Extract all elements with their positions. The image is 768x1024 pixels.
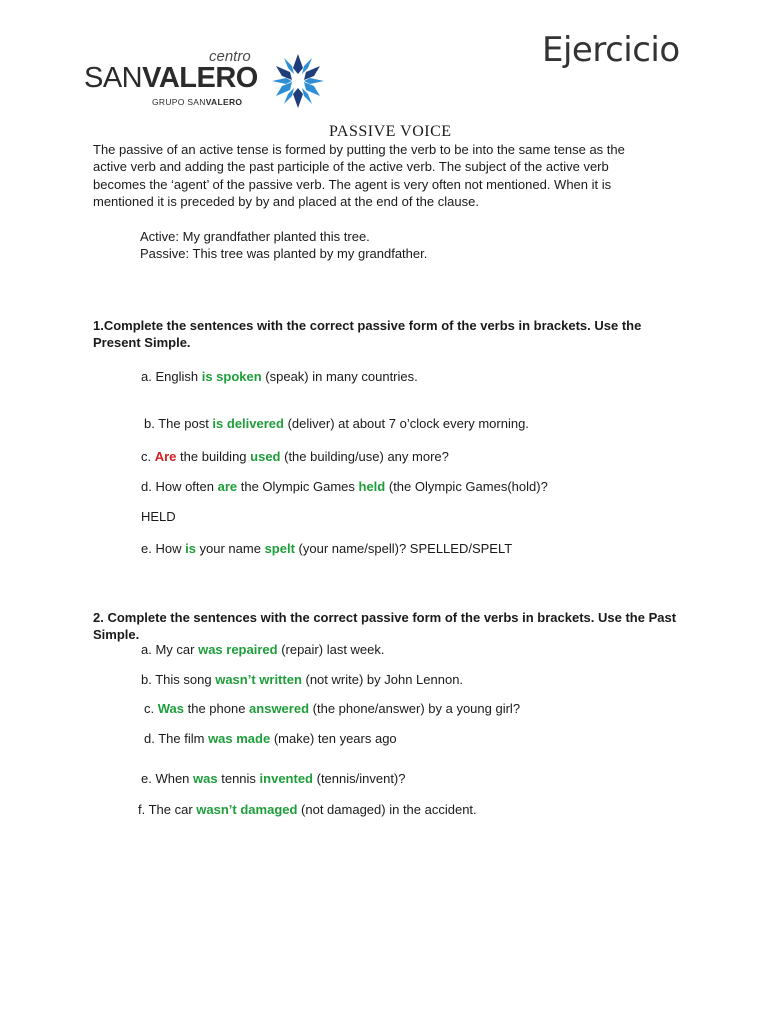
item-text: e. How (141, 541, 186, 556)
answer: held (358, 479, 386, 494)
answer: wasn’t damaged (196, 802, 298, 817)
item-text: b. This song (141, 672, 216, 687)
exercise2-item-e (141, 771, 406, 786)
item-text: e. When (141, 771, 194, 786)
intro-line-1: The passive of an active tense is formed by putting the verb to be into the same tense as the (93, 142, 625, 157)
logo-name-part2: VALERO (142, 62, 258, 94)
header-ejercicio: Ejercicio (542, 30, 680, 70)
logo-name (84, 64, 258, 93)
item-text: (speak) in many countries. (261, 369, 418, 384)
item-text: c. (141, 449, 155, 464)
item-text: the Olympic Games (237, 479, 359, 494)
answer: answered (249, 701, 310, 716)
item-text: a. English (141, 369, 202, 384)
answer: wasn’t written (215, 672, 302, 687)
logo-sub-part1: GRUPO SAN (152, 97, 206, 107)
item-text: (not damaged) in the accident. (297, 802, 477, 817)
exercise2-item-a (141, 642, 385, 657)
logo-sub-part2: VALERO (205, 97, 243, 107)
item-text: (the phone/answer) by a young girl? (309, 701, 521, 716)
item-text: f. The car (138, 802, 197, 817)
logo-small-text: centro (209, 48, 251, 65)
item-text: the phone (183, 701, 250, 716)
exercise1-item-b (144, 416, 529, 431)
intro-paragraph (93, 141, 673, 210)
exercise1-heading: 1.Complete the sentences with the correct passive form of the verbs in brackets. Use the Present Simple. (93, 318, 642, 350)
answer: spelt (264, 541, 295, 556)
answer: was (193, 771, 218, 786)
answer: was made (208, 731, 271, 746)
item-text: the building (176, 449, 251, 464)
exercise1-item-d (141, 479, 548, 494)
item-text: (deliver) at about 7 o’clock every morning. (283, 416, 529, 431)
exercise1-item-a (141, 369, 418, 384)
logo (84, 46, 334, 116)
answer: Was (157, 701, 184, 716)
answer: used (250, 449, 281, 464)
exercise1-item-c (141, 449, 449, 464)
intro-line-2: active verb and adding the past participle of the active verb. The subject of the active verb (93, 159, 609, 175)
exercise2-item-f (138, 802, 477, 817)
logo-name-part1: SAN (84, 62, 143, 94)
answer: are (217, 479, 238, 494)
item-text: (tennis/invent)? (313, 771, 406, 786)
item-text: d. How often (141, 479, 218, 494)
answer: was repaired (198, 642, 278, 657)
intro-line-3: becomes the ‘agent’ of the passive verb. The agent is very often not mentioned. When it is (93, 176, 612, 192)
intro-line-4: mentioned it is preceded by by and placed at the end of the clause. (93, 193, 479, 209)
item-text: (make) ten years ago (270, 731, 397, 746)
item-text: d. The film (144, 731, 209, 746)
answer: is delivered (212, 416, 284, 431)
answer-corrected: Are (154, 449, 177, 464)
exercise2-item-d (144, 731, 397, 746)
item-text: (repair) last week. (277, 642, 385, 657)
page-title: PASSIVE VOICE (329, 123, 452, 140)
exercise1-note: HELD (141, 509, 176, 524)
item-text: b. The post (144, 416, 213, 431)
exercise2-heading: 2. Complete the sentences with the correct passive form of the verbs in brackets. Use the Past Simple. (93, 610, 677, 642)
answer: invented (259, 771, 313, 786)
exercise2-item-b (141, 672, 463, 687)
item-text: tennis (217, 771, 260, 786)
exercise1-item-e (141, 541, 512, 556)
item-text: (the Olympic Games(hold)? (385, 479, 548, 494)
exercise2-item-c (144, 701, 520, 716)
snowflake-star-icon (270, 50, 326, 112)
answer: is (185, 541, 196, 556)
item-text: (the building/use) any more? (280, 449, 449, 464)
answer: is spoken (201, 369, 262, 384)
example-active: Active: My grandfather planted this tree. (140, 229, 370, 244)
item-text: a. My car (141, 642, 199, 657)
item-text: c. (144, 701, 158, 716)
item-text: (your name/spell)? SPELLED/SPELT (294, 541, 513, 556)
item-text: your name (195, 541, 265, 556)
example-passive: Passive: This tree was planted by my grandfather. (140, 246, 428, 261)
logo-subtitle (152, 97, 242, 107)
item-text: (not write) by John Lennon. (301, 672, 464, 687)
